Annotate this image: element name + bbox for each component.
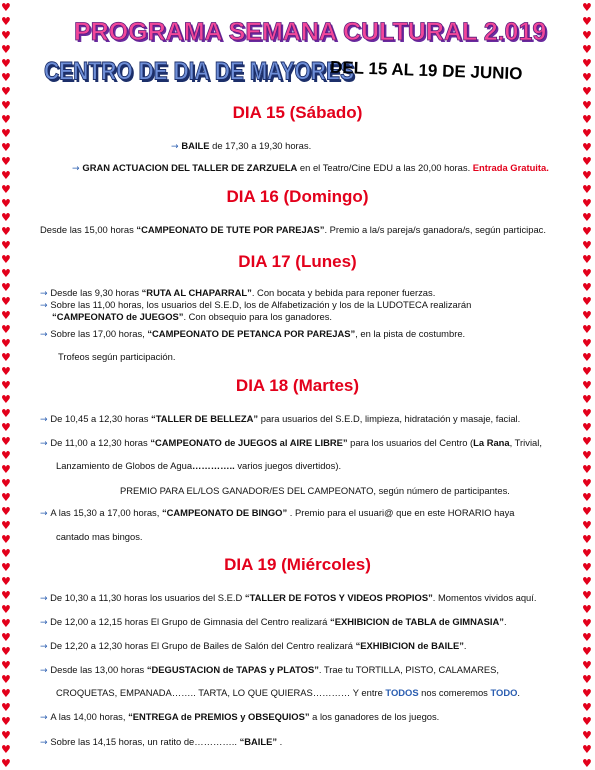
heart-icon: ♥ bbox=[582, 183, 592, 196]
heart-icon: ♥ bbox=[582, 379, 592, 392]
event-line: → A las 14,00 horas, “ENTREGA de PREMIOS y OBSEQUIOS” a los ganadores de los juegos. bbox=[40, 711, 440, 723]
heart-icon: ♥ bbox=[582, 225, 592, 238]
heart-icon: ♥ bbox=[1, 365, 11, 378]
heart-icon: ♥ bbox=[1, 463, 11, 476]
heart-icon: ♥ bbox=[1, 645, 11, 658]
heart-icon: ♥ bbox=[1, 183, 11, 196]
heart-icon: ♥ bbox=[1, 435, 11, 448]
heart-icon: ♥ bbox=[582, 505, 592, 518]
heart-icon: ♥ bbox=[582, 519, 592, 532]
heart-icon: ♥ bbox=[1, 533, 11, 546]
heart-icon: ♥ bbox=[582, 211, 592, 224]
heart-icon: ♥ bbox=[1, 561, 11, 574]
heart-icon: ♥ bbox=[1, 15, 11, 28]
heart-icon: ♥ bbox=[1, 379, 11, 392]
heart-icon: ♥ bbox=[582, 295, 592, 308]
heart-icon: ♥ bbox=[582, 687, 592, 700]
day-heading-16: DIA 16 (Domingo) bbox=[226, 187, 369, 206]
event-line: → GRAN ACTUACION DEL TALLER DE ZARZUELA en el Teatro/Cine EDU a las 20,00 horas. Entrada Gratuita. bbox=[72, 162, 549, 174]
heart-icon: ♥ bbox=[582, 631, 592, 644]
heart-icon: ♥ bbox=[582, 71, 592, 84]
heart-icon: ♥ bbox=[582, 743, 592, 756]
heart-icon: ♥ bbox=[1, 701, 11, 714]
heart-icon: ♥ bbox=[1, 99, 11, 112]
heart-icon: ♥ bbox=[1, 449, 11, 462]
heart-icon: ♥ bbox=[582, 197, 592, 210]
heart-icon: ♥ bbox=[1, 547, 11, 560]
heart-icon: ♥ bbox=[582, 15, 592, 28]
arrow-icon: → bbox=[40, 289, 51, 299]
heart-icon: ♥ bbox=[1, 477, 11, 490]
day-heading-19: DIA 19 (Miércoles) bbox=[224, 555, 371, 574]
arrow-icon: → bbox=[40, 713, 51, 723]
heart-icon: ♥ bbox=[582, 589, 592, 602]
heart-icon: ♥ bbox=[582, 673, 592, 686]
heart-icon: ♥ bbox=[1, 253, 11, 266]
heart-icon: ♥ bbox=[582, 659, 592, 672]
arrow-icon: → bbox=[171, 142, 182, 152]
heart-icon: ♥ bbox=[582, 57, 592, 70]
heart-icon: ♥ bbox=[582, 239, 592, 252]
arrow-icon: → bbox=[40, 666, 51, 676]
heart-icon: ♥ bbox=[582, 267, 592, 280]
heart-icon: ♥ bbox=[582, 85, 592, 98]
heart-icon: ♥ bbox=[582, 729, 592, 742]
event-line: → De 12,20 a 12,30 horas El Grupo de Bailes de Salón del Centro realizará “EXHIBICION de BAILE”. bbox=[40, 640, 467, 652]
heart-icon: ♥ bbox=[582, 337, 592, 350]
heart-icon: ♥ bbox=[582, 435, 592, 448]
date-range: DEL 15 AL 19 DE JUNIO bbox=[329, 57, 523, 84]
heart-icon: ♥ bbox=[582, 575, 592, 588]
heart-icon: ♥ bbox=[582, 323, 592, 336]
heart-icon: ♥ bbox=[1, 43, 11, 56]
heart-icon: ♥ bbox=[1, 491, 11, 504]
heart-icon: ♥ bbox=[582, 715, 592, 728]
heart-icon: ♥ bbox=[1, 729, 11, 742]
heart-icon: ♥ bbox=[1, 141, 11, 154]
event-line: → Sobre las 11,00 horas, los usuarios del S.E.D, los de Alfabetización y los de la LUDOTECA realizarán bbox=[40, 299, 472, 311]
event-line: → Sobre las 17,00 horas, “CAMPEONATO DE PETANCA POR PAREJAS”, en la pista de costumbre. bbox=[40, 328, 466, 340]
heart-icon: ♥ bbox=[1, 197, 11, 210]
heart-icon: ♥ bbox=[1, 743, 11, 756]
heart-icon: ♥ bbox=[1, 267, 11, 280]
arrow-icon: → bbox=[40, 415, 51, 425]
heart-icon: ♥ bbox=[1, 57, 11, 70]
heart-icon: ♥ bbox=[582, 603, 592, 616]
heart-icon: ♥ bbox=[582, 463, 592, 476]
heart-icon: ♥ bbox=[1, 617, 11, 630]
day-heading-17: DIA 17 (Lunes) bbox=[238, 252, 357, 271]
arrow-icon: → bbox=[40, 618, 48, 628]
event-line: → De 10,30 a 11,30 horas los usuarios del S.E.D “TALLER DE FOTOS Y VIDEOS PROPIOS”. Momentos vividos aquí. bbox=[40, 592, 537, 604]
heart-icon: ♥ bbox=[1, 295, 11, 308]
heart-icon: ♥ bbox=[582, 421, 592, 434]
event-line: → Desde las 9,30 horas “RUTA AL CHAPARRAL”. Con bocata y bebida para reponer fuerzas. bbox=[40, 287, 436, 299]
heart-icon: ♥ bbox=[582, 701, 592, 714]
heart-icon: ♥ bbox=[582, 561, 592, 574]
event-line: PREMIO PARA EL/LOS GANADOR/ES DEL CAMPEONATO, según número de participantes. bbox=[120, 485, 510, 496]
arrow-icon: → bbox=[40, 439, 51, 449]
heart-icon: ♥ bbox=[582, 547, 592, 560]
arrow-icon: → bbox=[40, 642, 48, 652]
heart-icon: ♥ bbox=[1, 309, 11, 322]
heart-icon: ♥ bbox=[1, 337, 11, 350]
heart-icon: ♥ bbox=[1, 239, 11, 252]
heart-icon: ♥ bbox=[1, 393, 11, 406]
event-line: → De 11,00 a 12,30 horas “CAMPEONATO de JUEGOS al AIRE LIBRE” para los usuarios del Centro (La Rana, Trivial, bbox=[40, 437, 542, 449]
arrow-icon: → bbox=[40, 509, 51, 519]
event-line: Desde las 15,00 horas “CAMPEONATO DE TUTE POR PAREJAS”. Premio a la/s pareja/s ganadora/s, según participac. bbox=[40, 224, 546, 235]
day-heading-18: DIA 18 (Martes) bbox=[235, 376, 360, 395]
event-line: → De 12,00 a 12,15 horas El Grupo de Gimnasia del Centro realizará “EXHIBICION de TABLA de GIMNASIA”. bbox=[40, 616, 507, 628]
heart-icon: ♥ bbox=[582, 645, 592, 658]
heart-icon: ♥ bbox=[1, 169, 11, 182]
heart-icon: ♥ bbox=[1, 71, 11, 84]
heart-icon: ♥ bbox=[1, 421, 11, 434]
heart-icon: ♥ bbox=[582, 29, 592, 42]
heart-icon: ♥ bbox=[582, 309, 592, 322]
heart-icon: ♥ bbox=[1, 505, 11, 518]
heart-icon: ♥ bbox=[1, 575, 11, 588]
heart-icon: ♥ bbox=[1, 211, 11, 224]
event-line: CROQUETAS, EMPANADA…….. TARTA, LO QUE QUIERAS………… Y entre TODOS nos comeremos TODO. bbox=[56, 687, 521, 698]
heart-icon: ♥ bbox=[582, 477, 592, 490]
event-line: → Desde las 13,00 horas “DEGUSTACION de TAPAS y PLATOS”. Trae tu TORTILLA, PISTO, CALAMARES, bbox=[40, 664, 499, 676]
heart-icon: ♥ bbox=[1, 351, 11, 364]
center-name: CENTRO DE DIA DE MAYORES bbox=[44, 58, 354, 86]
heart-icon: ♥ bbox=[582, 365, 592, 378]
arrow-icon: → bbox=[40, 594, 48, 604]
arrow-icon: → bbox=[40, 738, 51, 748]
heart-icon: ♥ bbox=[582, 113, 592, 126]
heart-icon: ♥ bbox=[1, 225, 11, 238]
heart-icon: ♥ bbox=[1, 155, 11, 168]
day-heading-15: DIA 15 (Sábado) bbox=[232, 103, 363, 122]
heart-icon: ♥ bbox=[1, 113, 11, 126]
heart-icon: ♥ bbox=[1, 603, 11, 616]
event-line: cantado mas bingos. bbox=[56, 531, 143, 542]
event-line: → Sobre las 14,15 horas, un ratito de………….. “BAILE” . bbox=[40, 736, 283, 748]
event-line: → De 10,45 a 12,30 horas “TALLER DE BELLEZA” para usuarios del S.E.D, limpieza, hidratación y masaje, facial. bbox=[40, 413, 521, 425]
heart-icon: ♥ bbox=[582, 281, 592, 294]
event-line: Lanzamiento de Globos de Agua………….. varios juegos divertidos). bbox=[56, 460, 342, 471]
heart-icon: ♥ bbox=[1, 127, 11, 140]
heart-icon: ♥ bbox=[1, 687, 11, 700]
heart-icon: ♥ bbox=[582, 393, 592, 406]
heart-icon: ♥ bbox=[582, 491, 592, 504]
arrow-icon: → bbox=[72, 164, 83, 174]
heart-icon: ♥ bbox=[582, 155, 592, 168]
heart-icon: ♥ bbox=[1, 1, 11, 14]
heart-icon: ♥ bbox=[582, 253, 592, 266]
event-line: Trofeos según participación. bbox=[58, 351, 176, 362]
heart-icon: ♥ bbox=[582, 99, 592, 112]
heart-icon: ♥ bbox=[582, 407, 592, 420]
arrow-icon: → bbox=[40, 301, 51, 311]
heart-icon: ♥ bbox=[582, 141, 592, 154]
heart-icon: ♥ bbox=[582, 757, 592, 770]
event-line: → A las 15,30 a 17,00 horas, “CAMPEONATO DE BINGO” . Premio para el usuari@ que en este HORARIO haya bbox=[40, 507, 515, 519]
heart-icon: ♥ bbox=[1, 281, 11, 294]
page-title: PROGRAMA SEMANA CULTURAL 2.019 bbox=[74, 18, 547, 46]
heart-icon: ♥ bbox=[582, 127, 592, 140]
heart-icon: ♥ bbox=[582, 169, 592, 182]
heart-icon: ♥ bbox=[1, 519, 11, 532]
heart-icon: ♥ bbox=[582, 617, 592, 630]
heart-icon: ♥ bbox=[582, 43, 592, 56]
heart-icon: ♥ bbox=[1, 323, 11, 336]
heart-icon: ♥ bbox=[582, 533, 592, 546]
heart-icon: ♥ bbox=[1, 659, 11, 672]
heart-icon: ♥ bbox=[1, 757, 11, 770]
event-line: → BAILE de 17,30 a 19,30 horas. bbox=[171, 140, 312, 152]
arrow-icon: → bbox=[40, 330, 51, 340]
heart-icon: ♥ bbox=[1, 407, 11, 420]
event-line: “CAMPEONATO de JUEGOS”. Con obsequio para los ganadores. bbox=[52, 311, 332, 322]
heart-icon: ♥ bbox=[1, 589, 11, 602]
heart-icon: ♥ bbox=[582, 449, 592, 462]
heart-icon: ♥ bbox=[582, 1, 592, 14]
heart-icon: ♥ bbox=[1, 85, 11, 98]
heart-icon: ♥ bbox=[1, 673, 11, 686]
heart-icon: ♥ bbox=[1, 29, 11, 42]
heart-icon: ♥ bbox=[1, 631, 11, 644]
heart-icon: ♥ bbox=[1, 715, 11, 728]
heart-icon: ♥ bbox=[582, 351, 592, 364]
